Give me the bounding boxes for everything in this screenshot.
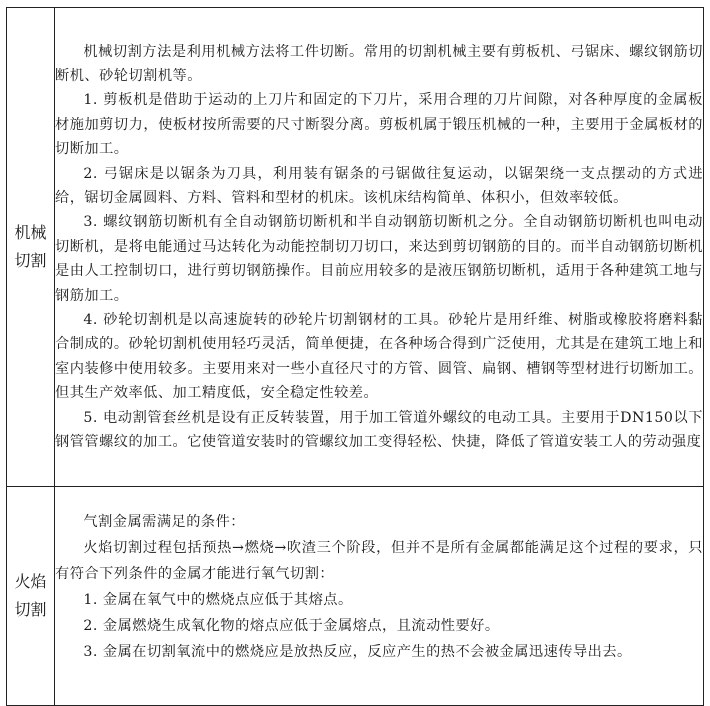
- row-body-mechanical: [55, 8, 704, 487]
- cutting-methods-table: [6, 7, 704, 706]
- paragraph: 机械切割方法是利用机械方法将工件切断。常用的切割机械主要有剪板机、弓锯床、螺纹钢筋切断机、砂轮切割机等。: [55, 43, 703, 84]
- paragraph: 2. 弓锯床是以锯条为刀具，利用装有锯条的弓锯做往复运动，以锯架绕一支点摆动的方式进给，锯切金属圆料、方料、管料和型材的机床。该机床结构简单、体积小，但效率较低。: [55, 165, 703, 206]
- paragraph: 1. 金属在氧气中的燃烧点应低于其熔点。: [83, 592, 353, 608]
- paragraph: 4. 砂轮切割机是以高速旋转的砂轮片切割钢材的工具。砂轮片是用纤维、树脂或橡胶将磨料黏合制成的。砂轮切割机使用轻巧灵活，简单便捷，在各种场合得到广泛使用，尤其是在建筑工地上和室内装修中使用较多。主要用来对一些小直径尺寸的方管、圆管、扁钢、槽钢等型材进行切断加工。但其生产效率低、加工精度低，安全稳定性较差。: [55, 312, 703, 402]
- row-body-flame: [55, 487, 704, 706]
- paragraph: 3. 金属在切割氧流中的燃烧应是放热反应，反应产生的热不会被金属迅速传导出去。: [83, 644, 632, 660]
- paragraph: 5. 电动割管套丝机是设有正反转装置，用于加工管道外螺纹的电动工具。主要用于DN150以下钢管管螺纹的加工。它使管道安装时的管螺纹加工变得轻松、快捷，降低了管道安装工人的劳动强度: [55, 409, 703, 451]
- table-row-mechanical: [7, 8, 704, 487]
- paragraph: 3. 螺纹钢筋切断机有全自动钢筋切断机和半自动钢筋切断机之分。全自动钢筋切断机也叫电动切断机，是将电能通过马达转化为动能控制切刀切口，来达到剪切钢筋的目的。而半自动钢筋切断机是由人工控制切口，进行剪切钢筋操作。目前应用较多的是液压钢筋切断机，适用于各种建筑工地与钢筋加工。: [55, 214, 703, 304]
- row-header-mechanical: [7, 8, 55, 487]
- row-header-line: 切割: [14, 251, 47, 270]
- table-row-flame: [7, 487, 704, 706]
- row-header-line: 机械: [14, 223, 47, 242]
- paragraph: 气割金属需满足的条件：: [83, 514, 245, 530]
- row-header-flame: [7, 487, 55, 706]
- paragraph: 火焰切割过程包括预热→燃烧→吹渣三个阶段，但并不是所有金属都能满足这个过程的要求，只有符合下列条件的金属才能进行氧气切割：: [55, 540, 703, 582]
- paragraph: 2. 金属燃烧生成氧化物的熔点应低于金属熔点，且流动性要好。: [83, 618, 500, 634]
- row-header-line: 切割: [14, 600, 47, 619]
- row-header-line: 火焰: [14, 572, 47, 591]
- paragraph: 1. 剪板机是借助于运动的上刀片和固定的下刀片，采用合理的刀片间隙，对各种厚度的金属板材施加剪切力，使板材按所需要的尺寸断裂分离。剪板机属于锻压机械的一种，主要用于金属板材的切断加工。: [55, 92, 703, 158]
